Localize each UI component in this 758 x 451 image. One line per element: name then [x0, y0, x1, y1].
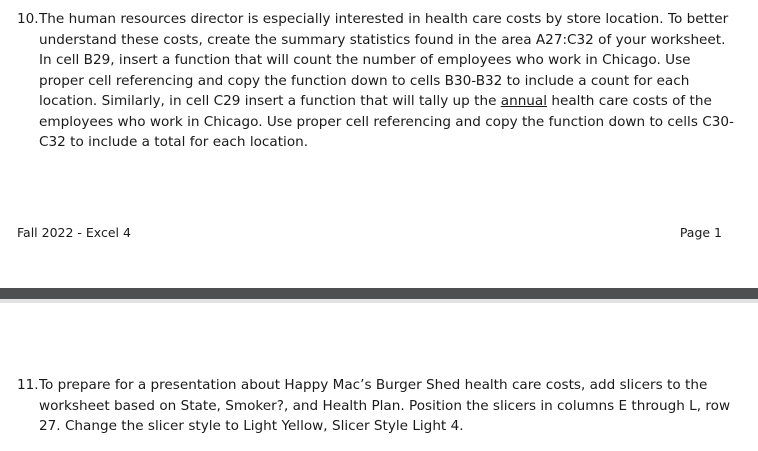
question-11 — [17, 375, 739, 437]
footer-page-number: Page 1 — [679, 225, 722, 240]
question-10-text-a: To better understand these costs, create the summary statistics found in the area A27:C32 of your worksheet. In cell B29, insert a function that will count the number of employees who work in Chicago. Use proper cell referencing and copy the function down to cells B30-B32 to include a count for each location. Similarly, in cell C29 insert a function that will tally up the — [39, 11, 729, 109]
footer-course-label: Fall 2022 - Excel 4 — [17, 225, 131, 240]
question-10-number: 10. — [17, 11, 39, 27]
page-break-bar — [0, 288, 758, 299]
page-2 — [0, 303, 758, 451]
question-10-text-b: health care costs of the employees who work in Chicago. Use proper cell referencing and copy the function down to cells C30-C32 to include a total for each location. — [39, 93, 734, 150]
annual-underlined-word: annual — [500, 93, 548, 109]
question-11-number: 11. — [17, 377, 39, 393]
question-10-line1: The human resources director is especially interested in health care costs by store location. — [39, 11, 664, 27]
question-11-text: To prepare for a presentation about Happy Mac’s Burger Shed health care costs, add slicers to the worksheet based on State, Smoker?, and Health Plan. Position the slicers in columns E through L, row 27. Change the slicer style to Light Yellow, Slicer Style Light 4. — [39, 377, 731, 434]
page-break — [0, 288, 758, 303]
page-footer — [17, 225, 722, 240]
question-10 — [17, 9, 739, 153]
